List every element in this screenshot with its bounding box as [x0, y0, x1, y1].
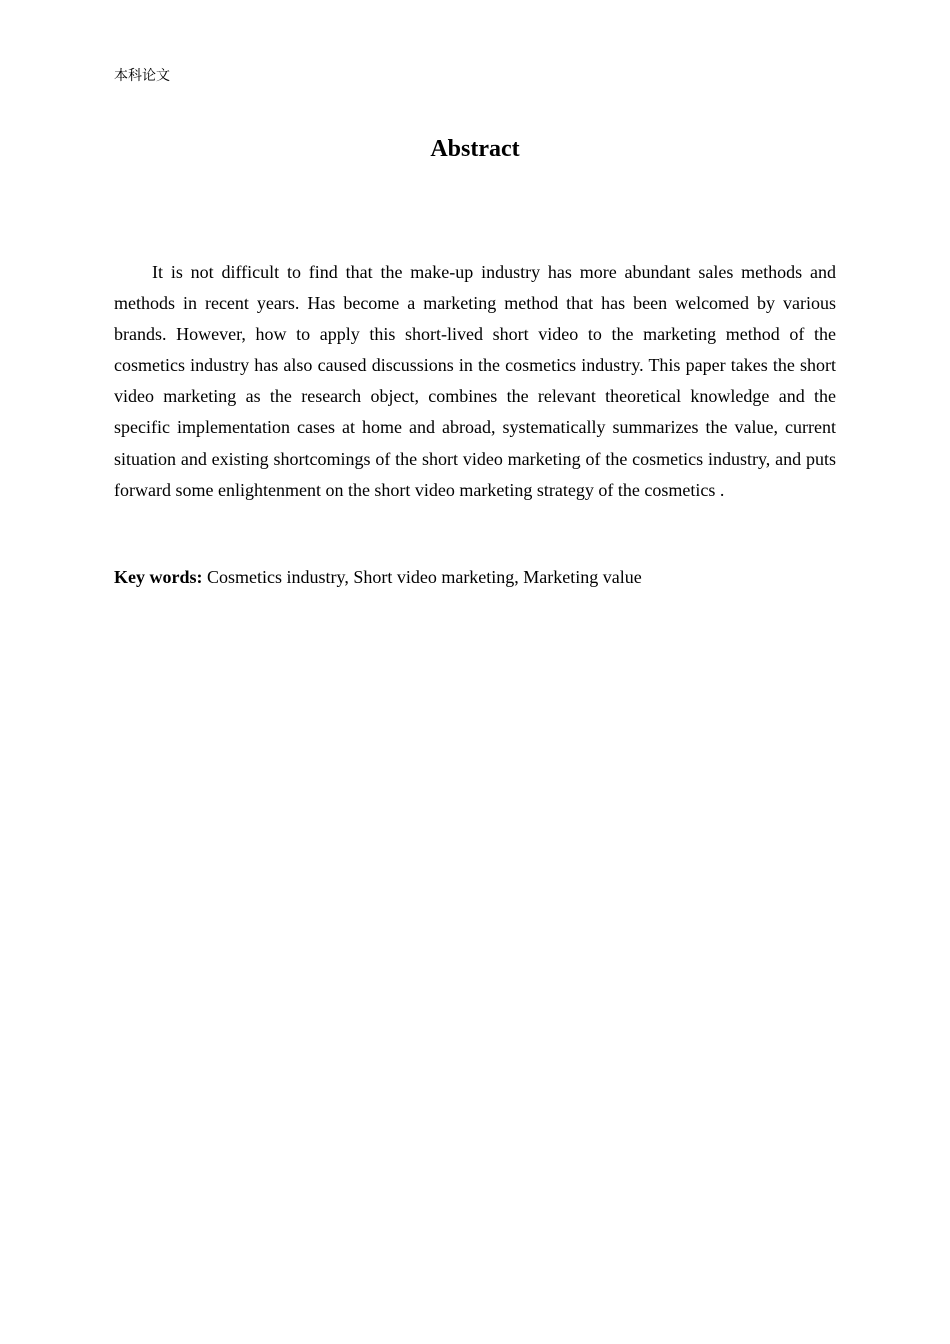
abstract-title: Abstract	[430, 136, 520, 162]
abstract-paragraph: It is not difficult to find that the make-up industry has more abundant sales methods and methods in recent years. Has become a marketing method that has been welcomed by various brands. However, how to apply this short-lived short video to the marketing method of the cosmetics industry has also caused discussions in the cosmetics industry. This paper takes the short video marketing as the research object, combines the relevant theoretical knowledge and the specific implementation cases at home and abroad, systematically summarizes the value, current situation and existing shortcomings of the short video marketing of the cosmetics industry, and puts forward some enlightenment on the short video marketing strategy of the cosmetics .	[114, 262, 836, 500]
keywords-line	[114, 562, 836, 592]
running-header: 本科论文	[114, 68, 170, 84]
keywords-label: Key words:	[114, 567, 203, 587]
keywords-values: Cosmetics industry, Short video marketing, Marketing value	[207, 567, 642, 587]
